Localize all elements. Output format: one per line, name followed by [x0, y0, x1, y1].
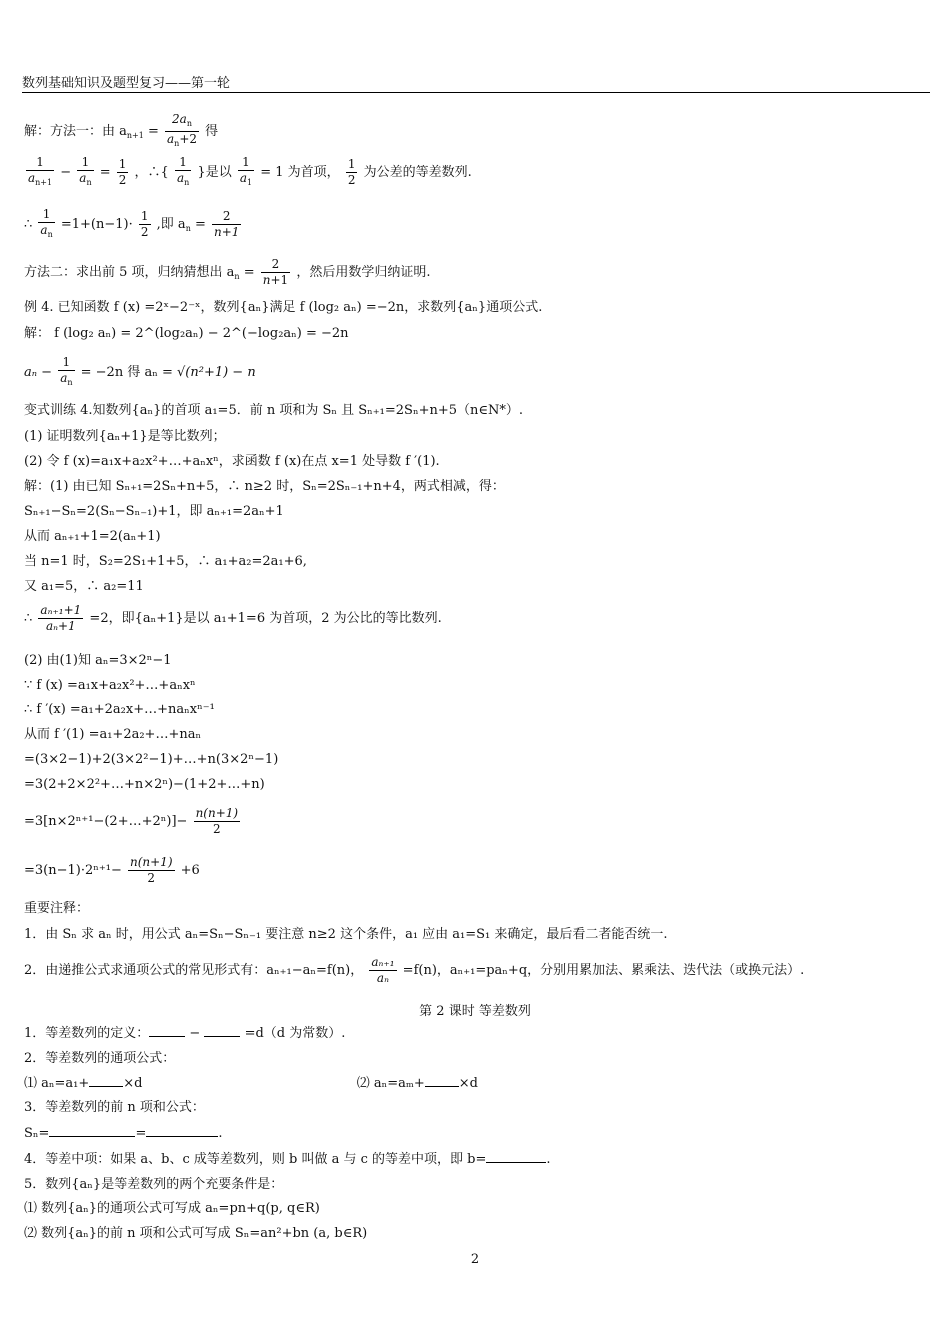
blank-field [149, 1026, 185, 1037]
blank-field [49, 1126, 135, 1137]
def-1: 1．等差数列的定义： − =d（d 为常数）. [24, 1026, 346, 1041]
def-2-formulas: ⑴ aₙ=a₁+ ×d ⑵ aₙ=aₘ+ ×d [24, 1076, 478, 1091]
note-2: 2．由递推公式求通项公式的常见形式有：aₙ₊₁−aₙ=f(n)， $\frac{\text{aₙ₊₁}}{\text{aₙ}}$ =f(n)，aₙ₊₁=paₙ+q，分别用累加法、累乘法、迭代法（或换元法）. [24, 955, 805, 985]
variant-solution-1: 解：(1) 由已知 Sₙ₊₁=2Sₙ+n+5，∴ n≥2 时，Sₙ=2Sₙ₋₁+n+4，两式相减，得： [24, 479, 505, 494]
def-4: 4．等差中项：如果 a、b、c 成等差数列，则 b 叫做 a 与 c 的等差中项，即 b= . [24, 1152, 551, 1167]
page-number: 2 [470, 1252, 480, 1267]
page-header: 数列基础知识及题型复习——第一轮 [22, 76, 930, 93]
fraction: $\frac{2a_n}{a_n+2}$ [167, 112, 198, 148]
blank-field [146, 1126, 218, 1137]
important-notes-heading: 重要注释： [24, 901, 90, 916]
example4-result: aₙ − $\frac{1}{a_n}$ = −2n 得 aₙ = √(n²+1) − n [24, 355, 256, 387]
lesson-title: 第 2 课时 等差数列 [419, 1004, 531, 1019]
solution-method1-line: 解：方法一：由 $a_{n+1}$ = $\frac{2a_n}{a_n+2}$ 得 [24, 112, 218, 151]
part2-line-3: ∴ f ′(x) =a₁+2a₂x+…+naₙxⁿ⁻¹ [24, 702, 215, 717]
blank-field [89, 1076, 123, 1087]
variant-solution-5: 又 a₁=5，∴ a₂=11 [24, 579, 144, 594]
part2-line-7: =3[n×2ⁿ⁺¹−(2+…+2ⁿ)]− $\frac{n(n+1)}{2}$ [24, 806, 239, 836]
part2-line-8: =3(n−1)·2ⁿ⁺¹− $\frac{n(n+1)}{2}$ +6 [24, 855, 200, 885]
example4-solution: 解： f (log₂ aₙ) = 2^(log₂aₙ) − 2^(−log₂aₙ) = −2n [24, 326, 349, 341]
variant-solution-4: 当 n=1 时，S₂=2S₁+1+5，∴ a₁+a₂=2a₁+6, [24, 554, 307, 569]
variant-training-4: 变式训练 4.知数列{aₙ}的首项 a₁=5．前 n 项和为 Sₙ 且 Sₙ₊₁=2Sₙ+n+5（n∈N*）. [24, 403, 524, 418]
part2-line-1: (2) 由(1)知 aₙ=3×2ⁿ−1 [24, 653, 172, 668]
blank-field [204, 1026, 240, 1037]
blank-field [425, 1076, 459, 1087]
def-5: 5．数列{aₙ}是等差数列的两个充要条件是： [24, 1177, 284, 1192]
def-3: 3．等差数列的前 n 项和公式： [24, 1100, 205, 1115]
def-2: 2．等差数列的通项公式： [24, 1051, 176, 1066]
part2-line-6: =3(2+2×2²+…+n×2ⁿ)−(1+2+…+n) [24, 777, 265, 792]
method2-line: 方法二：求出前 5 项，归纳猜想出 $a_n$ = $\frac{2}{n+1}$ ，然后用数学归纳证明. [24, 257, 431, 287]
def-5-cond1: ⑴ 数列{aₙ}的通项公式可写成 aₙ=pn+q(p, q∈R) [24, 1201, 320, 1216]
recurrence-line: $\frac{1}{a_{n+1}}$ − $\frac{1}{a_n}$ = $\frac{1}{2}$ ，∴{ $\frac{1}{a_n}$ }是以 $\frac{1}{a_1}$ = 1 为首项， $\frac{1}{2}$ 为公差的等差数列. [28, 155, 472, 187]
def-5-cond2: ⑵ 数列{aₙ}的前 n 项和公式可写成 Sₙ=an²+bn (a, b∈R) [24, 1226, 368, 1241]
def-3-formula: Sₙ= = . [24, 1126, 223, 1141]
part2-line-5: =(3×2−1)+2(3×2²−1)+…+n(3×2ⁿ−1) [24, 752, 279, 767]
example4: 例 4. 已知函数 f (x) =2ˣ−2⁻ˣ，数列{aₙ}满足 f (log₂ aₙ) =−2n，求数列{aₙ}通项公式. [24, 300, 543, 315]
therefore-line: ∴ $\frac{1}{a_n}$ =1+(n−1)· $\frac{1}{2}$ ,即 $a_n$ = $\frac{2}{n+1}$ [24, 207, 240, 239]
note-1: 1．由 Sₙ 求 aₙ 时，用公式 aₙ=Sₙ−Sₙ₋₁ 要注意 n≥2 这个条件，a₁ 应由 a₁=S₁ 来确定，最后看二者能否统一. [24, 927, 668, 942]
variant-solution-3: 从而 aₙ₊₁+1=2(aₙ+1) [24, 529, 161, 544]
variant-part2: (2) 令 f (x)=a₁x+a₂x²+…+aₙxⁿ，求函数 f (x)在点 x=1 处导数 f ′(1). [24, 454, 440, 469]
part2-line-2: ∵ f (x) =a₁x+a₂x²+…+aₙxⁿ [24, 678, 196, 693]
variant-solution-6: ∴ $\frac{\text{aₙ₊₁+1}}{\text{aₙ+1}}$ =2，即{aₙ+1}是以 a₁+1=6 为首项，2 为公比的等比数列. [24, 603, 442, 633]
blank-field [486, 1152, 546, 1163]
variant-part1: (1) 证明数列{aₙ+1}是等比数列； [24, 429, 226, 444]
part2-line-4: 从而 f ′(1) =a₁+2a₂+…+naₙ [24, 727, 202, 742]
variant-solution-2: Sₙ₊₁−Sₙ=2(Sₙ−Sₙ₋₁)+1，即 aₙ₊₁=2aₙ+1 [24, 504, 284, 519]
